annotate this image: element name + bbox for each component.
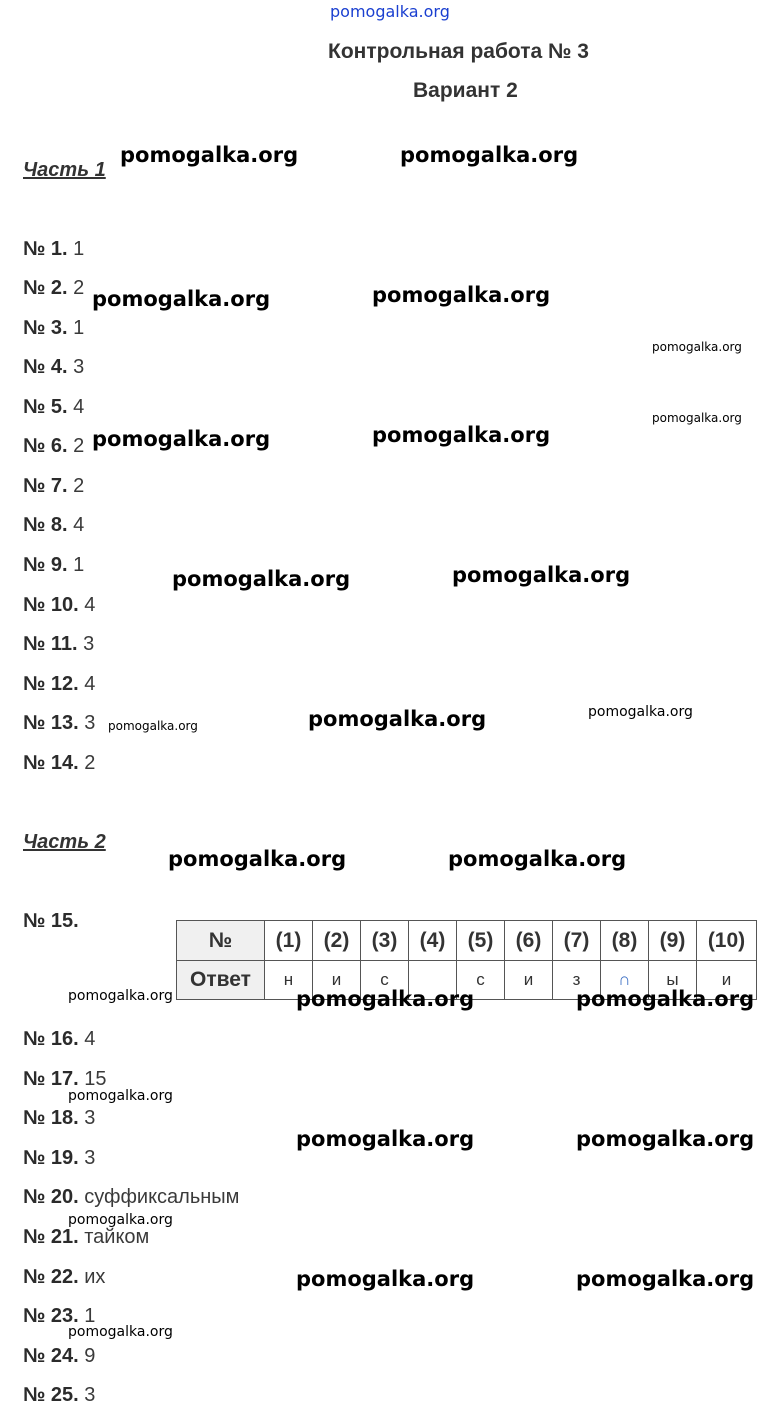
answer-value: 1 — [73, 554, 85, 576]
table-cell: с — [457, 961, 505, 1000]
watermark: pomogalka.org — [68, 1324, 173, 1340]
question-number: № 3. — [23, 317, 68, 339]
question-number: № 2. — [23, 277, 68, 299]
answer-value: 4 — [73, 514, 85, 536]
answer-row — [23, 1345, 95, 1368]
table-cell: и — [697, 961, 757, 1000]
answer-row — [23, 317, 84, 340]
table-col-header: (7) — [553, 921, 601, 961]
watermark: pomogalka.org — [652, 340, 742, 354]
watermark: pomogalka.org — [400, 143, 579, 167]
answer-row — [23, 1107, 95, 1130]
question-number: № 18. — [23, 1107, 79, 1129]
answer-value: 2 — [84, 752, 96, 774]
answer-row — [23, 475, 84, 498]
question-number: № 10. — [23, 594, 79, 616]
table-col-header: (5) — [457, 921, 505, 961]
table-col-header: (10) — [697, 921, 757, 961]
table-col-header: (8) — [601, 921, 649, 961]
question-number: № 16. — [23, 1028, 79, 1050]
question-number: № 4. — [23, 356, 68, 378]
watermark: pomogalka.org — [92, 427, 271, 451]
table-col-header: (4) — [409, 921, 457, 961]
question-number: № 20. — [23, 1186, 79, 1208]
answer-row — [23, 673, 95, 696]
answer-row-15 — [23, 910, 79, 933]
question-number: № 11. — [23, 633, 78, 655]
answer-row — [23, 1186, 239, 1209]
question-number: № 15. — [23, 910, 79, 932]
answer-value: 3 — [83, 633, 95, 655]
part-2-heading: Часть 2 — [23, 831, 106, 853]
watermark: pomogalka.org — [588, 704, 693, 720]
site-link[interactable]: pomogalka.org — [330, 2, 450, 21]
watermark: pomogalka.org — [296, 987, 475, 1011]
watermark: pomogalka.org — [576, 1127, 755, 1151]
question-number: № 19. — [23, 1147, 79, 1169]
watermark: pomogalka.org — [296, 1267, 475, 1291]
answer-value: 3 — [84, 1107, 96, 1129]
table-col-header: (2) — [313, 921, 361, 961]
question-number: № 24. — [23, 1345, 79, 1367]
answer-value: 1 — [73, 317, 85, 339]
question-number: № 7. — [23, 475, 68, 497]
watermark: pomogalka.org — [576, 987, 755, 1011]
variant-title: Вариант 2 — [413, 79, 518, 102]
answer-row — [23, 356, 84, 379]
table-cell: ы — [649, 961, 697, 1000]
question-number: № 22. — [23, 1266, 79, 1288]
table-header-num: № — [177, 921, 265, 961]
answer-value: 15 — [84, 1068, 107, 1090]
answer-value: 3 — [73, 356, 85, 378]
answer-row — [23, 514, 84, 537]
question-number: № 12. — [23, 673, 79, 695]
table-col-header: (6) — [505, 921, 553, 961]
question-number: № 13. — [23, 712, 79, 734]
table-col-header: (1) — [265, 921, 313, 961]
table-cell: з — [553, 961, 601, 1000]
answer-value: 4 — [84, 673, 96, 695]
answer-value: 9 — [84, 1345, 96, 1367]
question-number: № 21. — [23, 1226, 79, 1248]
answer-row — [23, 435, 84, 458]
answer-value: 4 — [84, 594, 96, 616]
answer-row — [23, 277, 84, 300]
question-number: № 25. — [23, 1384, 79, 1406]
table-header-row — [177, 921, 757, 961]
watermark: pomogalka.org — [296, 1127, 475, 1151]
answer-row — [23, 752, 95, 775]
answer-value: 1 — [84, 1305, 96, 1327]
answer-row — [23, 396, 84, 419]
answer-value: 4 — [84, 1028, 96, 1050]
table-cell: н — [265, 961, 313, 1000]
answer-value: 2 — [73, 435, 85, 457]
watermark: pomogalka.org — [576, 1267, 755, 1291]
watermark: pomogalka.org — [172, 567, 351, 591]
watermark: pomogalka.org — [68, 988, 173, 1004]
answer-value: 1 — [73, 238, 85, 260]
watermark: pomogalka.org — [372, 423, 551, 447]
answer-row — [23, 594, 95, 617]
answer-row — [23, 1226, 149, 1249]
watermark: pomogalka.org — [652, 411, 742, 425]
table-cell: с — [361, 961, 409, 1000]
watermark: pomogalka.org — [68, 1212, 173, 1228]
table-cell: ∩ — [601, 961, 649, 1000]
table-cell: и — [313, 961, 361, 1000]
answer-value: 2 — [73, 277, 85, 299]
watermark: pomogalka.org — [168, 847, 347, 871]
table-col-header: (9) — [649, 921, 697, 961]
watermark: pomogalka.org — [68, 1088, 173, 1104]
answer-value: 3 — [84, 1384, 96, 1406]
answer-value: тайком — [84, 1226, 150, 1248]
table-cell: и — [505, 961, 553, 1000]
answer-value: 4 — [73, 396, 85, 418]
answer-row — [23, 1028, 95, 1051]
watermark: pomogalka.org — [452, 563, 631, 587]
question-number: № 23. — [23, 1305, 79, 1327]
watermark: pomogalka.org — [92, 287, 271, 311]
watermark: pomogalka.org — [448, 847, 627, 871]
answer-row — [23, 712, 95, 735]
answer-value: суффиксальным — [84, 1186, 240, 1208]
answer-row — [23, 1384, 95, 1407]
question-number: № 5. — [23, 396, 68, 418]
answer-value: 3 — [84, 712, 96, 734]
answer-row — [23, 1147, 95, 1170]
answer-value: 3 — [84, 1147, 96, 1169]
question-number: № 9. — [23, 554, 68, 576]
answer-row — [23, 238, 84, 261]
page-title: Контрольная работа № 3 — [328, 40, 589, 63]
answer-value: их — [84, 1266, 106, 1288]
question-number: № 6. — [23, 435, 68, 457]
table-col-header: (3) — [361, 921, 409, 961]
watermark: pomogalka.org — [108, 719, 198, 733]
watermark: pomogalka.org — [308, 707, 487, 731]
question-number: № 8. — [23, 514, 68, 536]
watermark: pomogalka.org — [120, 143, 299, 167]
answer-row — [23, 554, 84, 577]
answer-row — [23, 633, 94, 656]
question-number: № 14. — [23, 752, 79, 774]
question-number: № 1. — [23, 238, 68, 260]
table-header-answer: Ответ — [177, 961, 265, 1000]
question-number: № 17. — [23, 1068, 79, 1090]
answer-row — [23, 1266, 105, 1289]
answer-value: 2 — [73, 475, 85, 497]
watermark: pomogalka.org — [372, 283, 551, 307]
part-1-heading: Часть 1 — [23, 159, 106, 181]
